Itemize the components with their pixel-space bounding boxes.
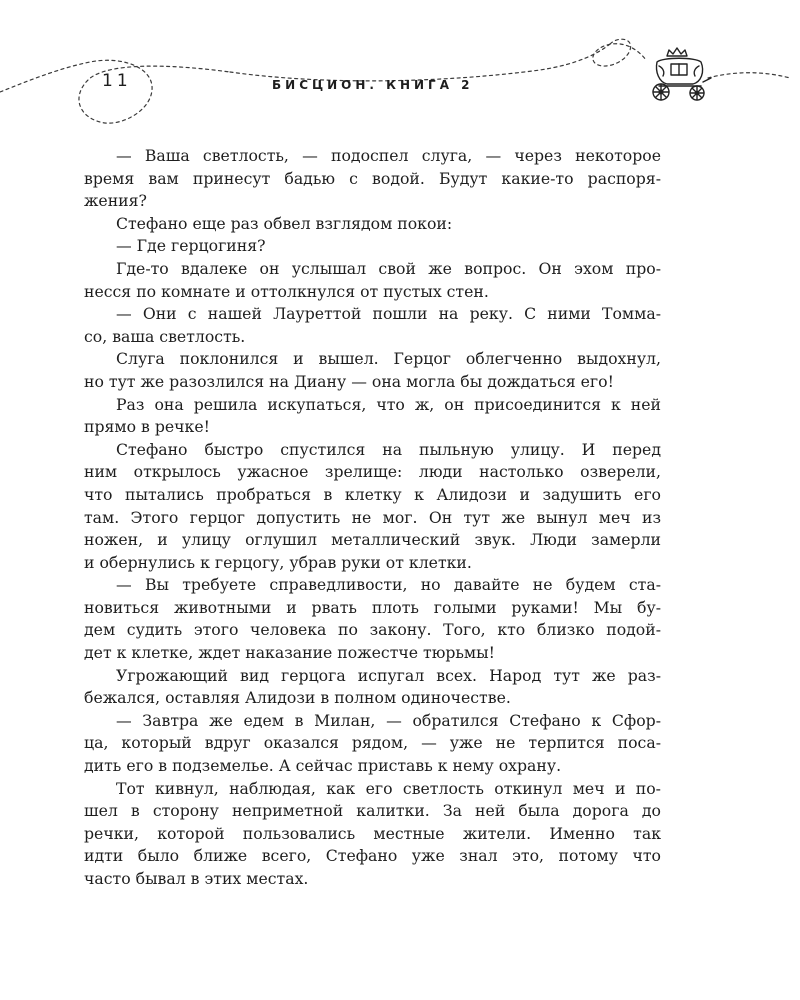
text-line: и обернулись к герцогу, убрав руки от клетки. [84,552,472,572]
text-line: Тот кивнул, наблюдая, как его светлость откинул меч и по- [116,778,661,798]
text-line: — Завтра же едем в Милан, — обратился Стефано к Сфор- [116,710,661,730]
text-line: бежался, оставляя Алидози в полном одиночестве. [84,688,511,708]
text-line: — Где герцогиня? [116,236,266,256]
text-line: Слуга поклонился и вышел. Герцог облегченно выдохнул, [116,349,661,369]
text-line: речки, которой пользовались местные жители. Именно так [84,823,661,843]
text-line: прямо в речке! [84,417,210,437]
text-line: но тут же разозлился на Диану — она могла бы дождаться его! [84,371,614,391]
text-line: со, ваша светлость. [84,326,246,346]
text-line: шел в сторону неприметной калитки. За ней была дорога до [84,801,661,821]
text-line: ним открылось ужасное зрелище: люди настолько озверели, [84,462,661,482]
text-line: несся по комнате и оттолкнулся от пустых стен. [84,281,489,301]
text-line: жения? [84,191,147,211]
text-line: дем судить этого человека по закону. Того, кто близко подой- [84,620,661,640]
text-line: там. Этого герцог допустить не мог. Он тут же вынул меч из [84,507,661,527]
text-line: ножен, и улицу оглушил металлический звук. Люди замерли [84,530,661,550]
text-line: дить его в подземелье. А сейчас приставь к нему охрану. [84,756,562,776]
text-line: Стефано быстро спустился на пыльную улицу. И перед [116,439,661,459]
text-line: часто бывал в этих местах. [84,869,309,888]
text-line: ца, который вдруг оказался рядом, — уже не терпится поса- [84,733,661,753]
text-line: идти было ближе всего, Стефано уже знал это, потому что [84,846,661,866]
text-line: что пытались пробраться в клетку к Алидози и задушить его [84,484,661,504]
carriage-icon [645,42,713,102]
text-line: новиться животными и рвать плоть голыми руками! Мы бу- [84,597,661,617]
running-title: БИСЦИОН. КНИГА 2 [272,78,474,92]
text-line: дет к клетке, ждет наказание пожестче тюрьмы! [84,643,495,663]
text-line: Угрожающий вид герцога испугал всех. Народ тут же раз- [116,665,661,685]
page-number: 11 [102,71,132,91]
text-line: — Вы требуете справедливости, но давайте не будем ста- [116,575,661,595]
text-line: Стефано еще раз обвел взглядом покои: [116,213,453,233]
text-line: — Они с нашей Лауреттой пошли на реку. С ними Томма- [116,304,661,324]
text-line: Где-то вдалеке он услышал свой же вопрос. Он эхом про- [116,258,661,278]
body-text [84,145,661,891]
text-line: время вам принесут бадью с водой. Будут какие-то распоря- [84,168,661,188]
text-line: Раз она решила искупаться, что ж, он присоединится к ней [116,394,661,414]
text-line: — Ваша светлость, — подоспел слуга, — через некоторое [116,146,661,165]
